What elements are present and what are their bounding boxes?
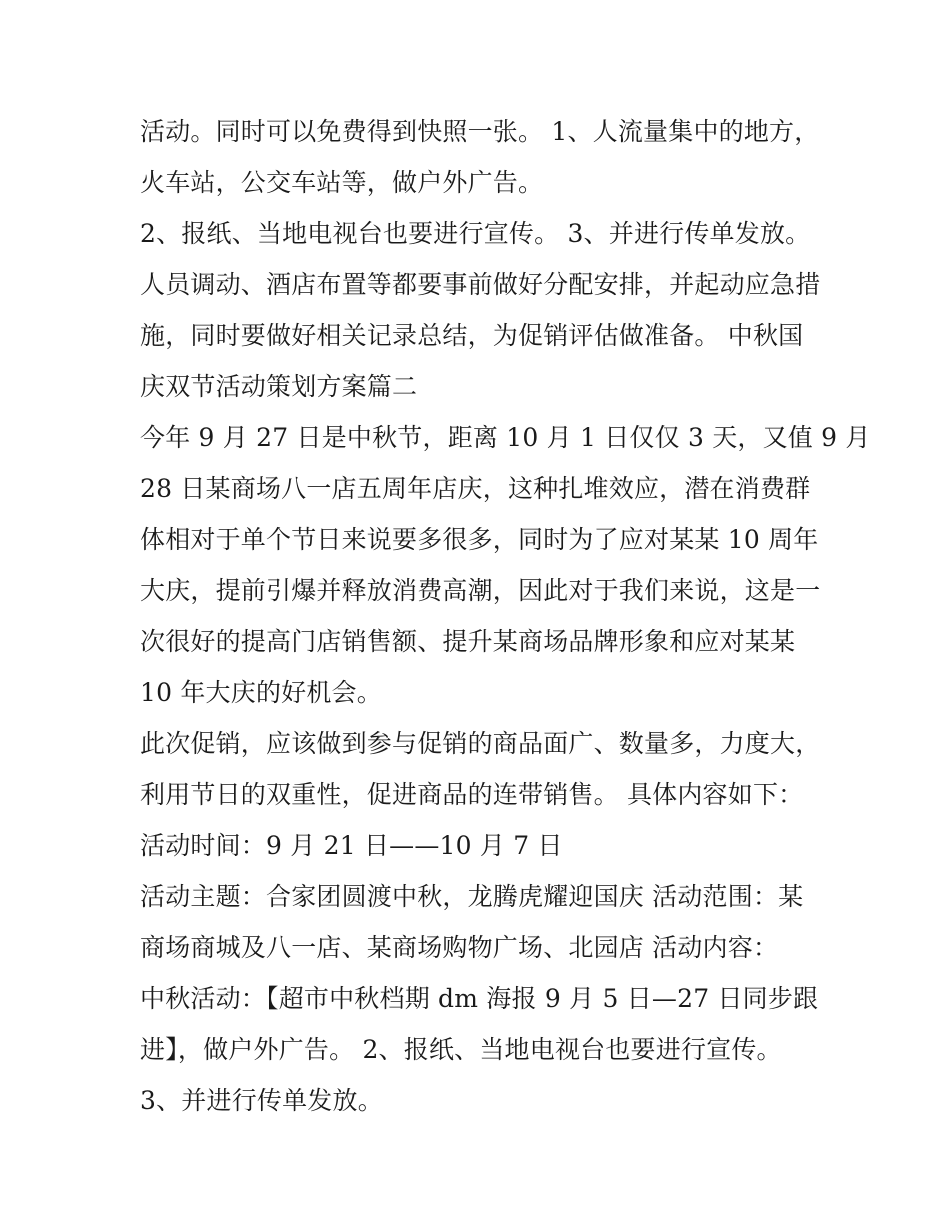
- text-line: 利用节日的双重性，促进商品的连带销售。 具体内容如下：: [140, 780, 804, 809]
- text-line: 进】，做户外广告。 2、报纸、当地电视台也要进行宣传。: [140, 1035, 782, 1064]
- text-line: 大庆，提前引爆并释放消费高潮，因此对于我们来说，这是一: [140, 576, 821, 605]
- text-line: 活动。同时可以免费得到快照一张。 1、人流量集中的地方，: [140, 117, 820, 146]
- text-line: 28 日某商场八一店五周年店庆，这种扎堆效应，潜在消费群: [140, 474, 811, 503]
- text-line: 施，同时要做好相关记录总结，为促销评估做准备。 中秋国: [140, 321, 804, 350]
- text-line: 3、并进行传单发放。: [140, 1086, 383, 1115]
- text-line: 商场商城及八一店、某商场购物广场、北园店 活动内容：: [140, 933, 779, 962]
- text-line: 次很好的提高门店销售额、提升某商场品牌形象和应对某某: [140, 627, 796, 656]
- text-line: 体相对于单个节日来说要多很多，同时为了应对某某 10 周年: [140, 525, 819, 554]
- text-line: 人员调动、酒店布置等都要事前做好分配安排，并起动应急措: [140, 270, 821, 299]
- text-line: 火车站，公交车站等，做户外广告。: [140, 168, 544, 197]
- text-line: 10 年大庆的好机会。: [140, 678, 382, 707]
- text-line: 活动主题：合家团圆渡中秋，龙腾虎耀迎国庆 活动范围：某: [140, 882, 804, 911]
- document-body: [140, 106, 871, 1126]
- text-line: 活动时间：9 月 21 日——10 月 7 日: [140, 831, 563, 860]
- text-line: 今年 9 月 27 日是中秋节，距离 10 月 1 日仅仅 3 天，又值 9 月: [140, 423, 871, 452]
- text-line: 庆双节活动策划方案篇二: [140, 372, 418, 401]
- text-line: 中秋活动：【超市中秋档期 dm 海报 9 月 5 日—27 日同步跟: [140, 984, 819, 1013]
- text-line: 2、报纸、当地电视台也要进行宣传。 3、并进行传单发放。: [140, 219, 811, 248]
- text-line: 此次促销，应该做到参与促销的商品面广、数量多，力度大，: [140, 729, 821, 758]
